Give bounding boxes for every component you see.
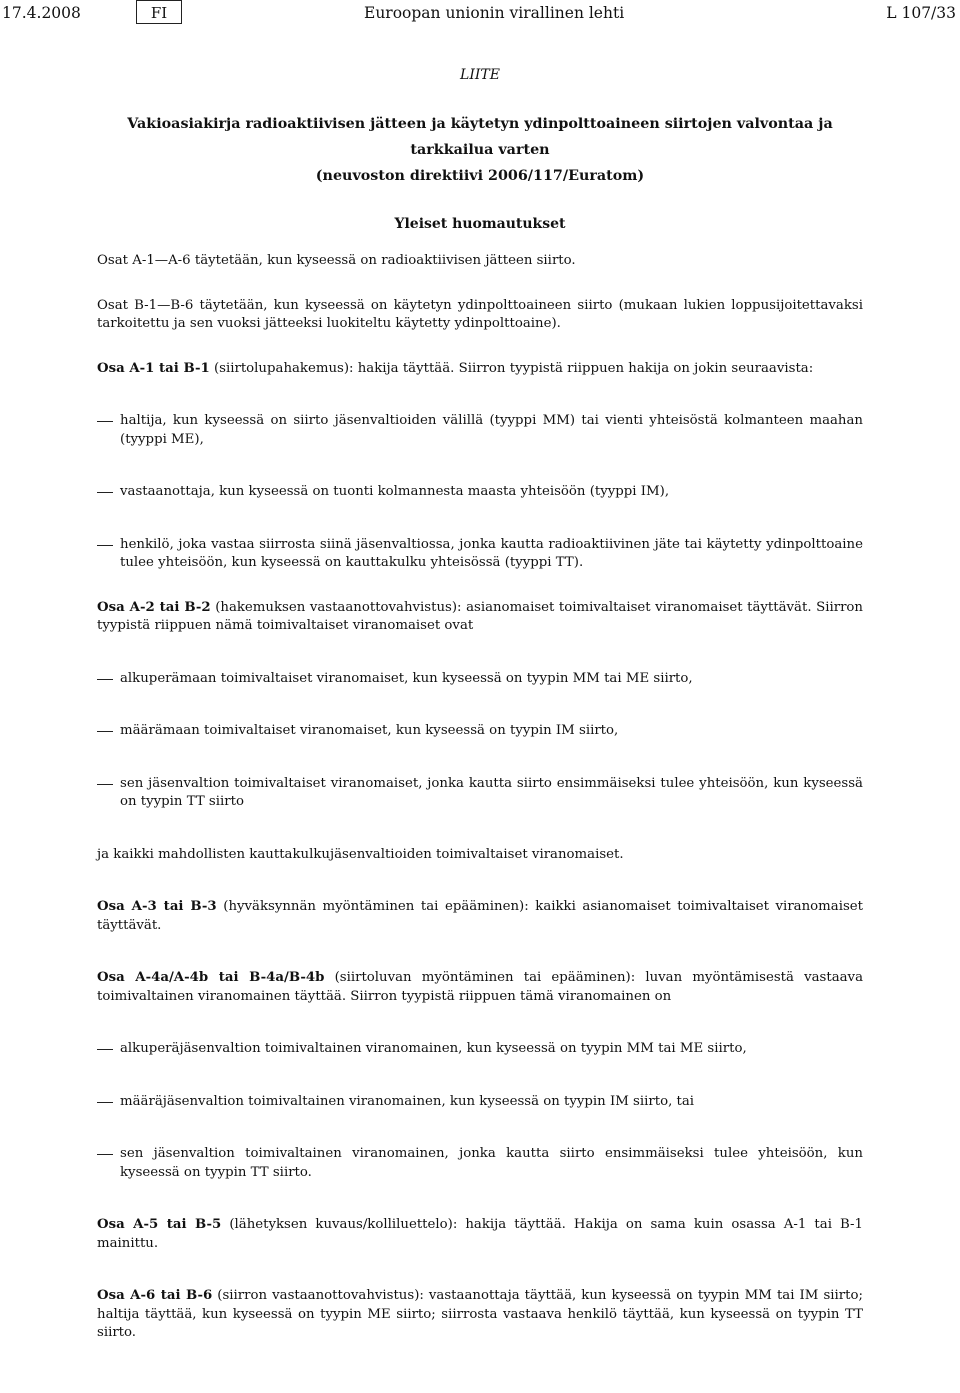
- annex-label: LIITE: [460, 67, 500, 83]
- part4-list-item-1: alkuperäjäsenvaltion toimivaltainen viranomainen, kun kyseessä on tyypin MM tai ME siirto,: [97, 1040, 863, 1059]
- intro-paragraph-2: Osat B-1—B-6 täytetään, kun kyseessä on käytetyn ydinpolttoaineen siirto (mukaan lukien loppusijoitettavaksi tarkoitettu ja sen vuoksi jätteeksi luokiteltu käytetty ydinpolttoaine).: [97, 297, 863, 331]
- part5-label: Osa A-5 tai B-5: [97, 1217, 222, 1232]
- document-title-line-2: (neuvoston direktiivi 2006/117/Euratom): [315, 167, 645, 184]
- part4-list-item-2: määräjäsenvaltion toimivaltainen viranomainen, kun kyseessä on tyypin IM siirto, tai: [97, 1093, 863, 1112]
- document-title: [97, 111, 863, 189]
- part6-paragraph: [97, 1287, 863, 1343]
- part1-list-item-1: haltija, kun kyseessä on siirto jäsenvaltioiden välillä (tyyppi MM) tai vienti yhteisöstä kolmanteen maahan (tyyppi ME),: [97, 412, 863, 449]
- part4-list-item-3: sen jäsenvaltion toimivaltainen viranomainen, jonka kautta siirto ensimmäiseksi tulee yhteisöön, kun kyseessä on tyypin TT siirto.: [97, 1145, 863, 1182]
- part3-text: (hyväksynnän myöntäminen tai epääminen): kaikki asianomaiset toimivaltaiset viranomaiset täyttävät.: [97, 899, 863, 933]
- part5-text: (lähetyksen kuvaus/kolliluettelo): hakija täyttää. Hakija on sama kuin osassa A-1 tai B-1 mainittu.: [97, 1217, 863, 1251]
- part1-label: Osa A-1 tai B-1: [97, 360, 210, 376]
- page-header: [0, 0, 960, 28]
- part2-list-item-1: alkuperämaan toimivaltaiset viranomaiset, kun kyseessä on tyypin MM tai ME siirto,: [97, 670, 863, 689]
- part5-paragraph: [97, 1216, 863, 1253]
- section-heading: Yleiset huomautukset: [394, 215, 566, 232]
- part3-paragraph: [97, 898, 863, 935]
- part4-label: Osa A-4a/A-4b tai B-4a/B-4b: [97, 970, 325, 985]
- part2-list-item-2: määrämaan toimivaltaiset viranomaiset, kun kyseessä on tyypin IM siirto,: [97, 722, 863, 741]
- part6-text: (siirron vastaanottovahvistus): vastaanottaja täyttää, kun kyseessä on tyypin MM tai IM siirto; haltija täyttää, kun kyseessä on tyypin ME siirto; siirrosta vastaava henkilö täyttää, kun kyseessä on tyypin TT siirto.: [97, 1288, 863, 1340]
- language-code-box: FI: [136, 0, 182, 24]
- part1-text: (siirtolupahakemus): hakija täyttää. Siirron tyypistä riippuen hakija on jokin seuraavista:: [209, 360, 814, 376]
- part4-text: (siirtoluvan myöntäminen tai epääminen): luvan myöntämisestä vastaava toimivaltainen viranomainen täyttää. Siirron tyypistä riippuen tämä viranomainen on: [97, 970, 863, 1004]
- part2-text: (hakemuksen vastaanottovahvistus): asianomaiset toimivaltaiset viranomaiset täyttävät. Siirron tyypistä riippuen nämä toimivaltaiset viranomaiset ovat: [97, 599, 863, 633]
- document-title-line-1: Vakioasiakirja radioaktiivisen jätteen ja käytetyn ydinpolttoaineen siirtojen valvontaa ja tarkkailua varten: [127, 115, 833, 158]
- part4-paragraph: [97, 969, 863, 1006]
- part2-paragraph: [97, 599, 863, 636]
- part2-list-item-3: sen jäsenvaltion toimivaltaiset viranomaiset, jonka kautta siirto ensimmäiseksi tulee yhteisöön, kun kyseessä on tyypin TT siirto: [97, 775, 863, 812]
- part2-label: Osa A-2 tai B-2: [97, 599, 211, 615]
- part1-list-item-3: henkilö, joka vastaa siirrosta siinä jäsenvaltiossa, jonka kautta radioaktiivinen jäte tai käytetty ydinpolttoaine tulee yhteisöön, kun kyseessä on kauttakulku yhteisössä (tyyppi TT).: [97, 536, 863, 573]
- document-body: [97, 64, 863, 1343]
- part3-label: Osa A-3 tai B-3: [97, 899, 217, 914]
- part1-list-item-2: vastaanottaja, kun kyseessä on tuonti kolmannesta maasta yhteisöön (tyyppi IM),: [97, 483, 863, 502]
- intro-paragraph-1: Osat A-1—A-6 täytetään, kun kyseessä on radioaktiivisen jätteen siirto.: [97, 253, 576, 268]
- part1-paragraph: [97, 360, 863, 379]
- part2-closing: ja kaikki mahdollisten kauttakulkujäsenvaltioiden toimivaltaiset viranomaiset.: [97, 846, 624, 862]
- page-reference: L 107/33: [886, 4, 956, 22]
- publication-date: 17.4.2008: [2, 4, 81, 22]
- part6-label: Osa A-6 tai B-6: [97, 1288, 213, 1303]
- journal-title: Euroopan unionin virallinen lehti: [364, 4, 625, 22]
